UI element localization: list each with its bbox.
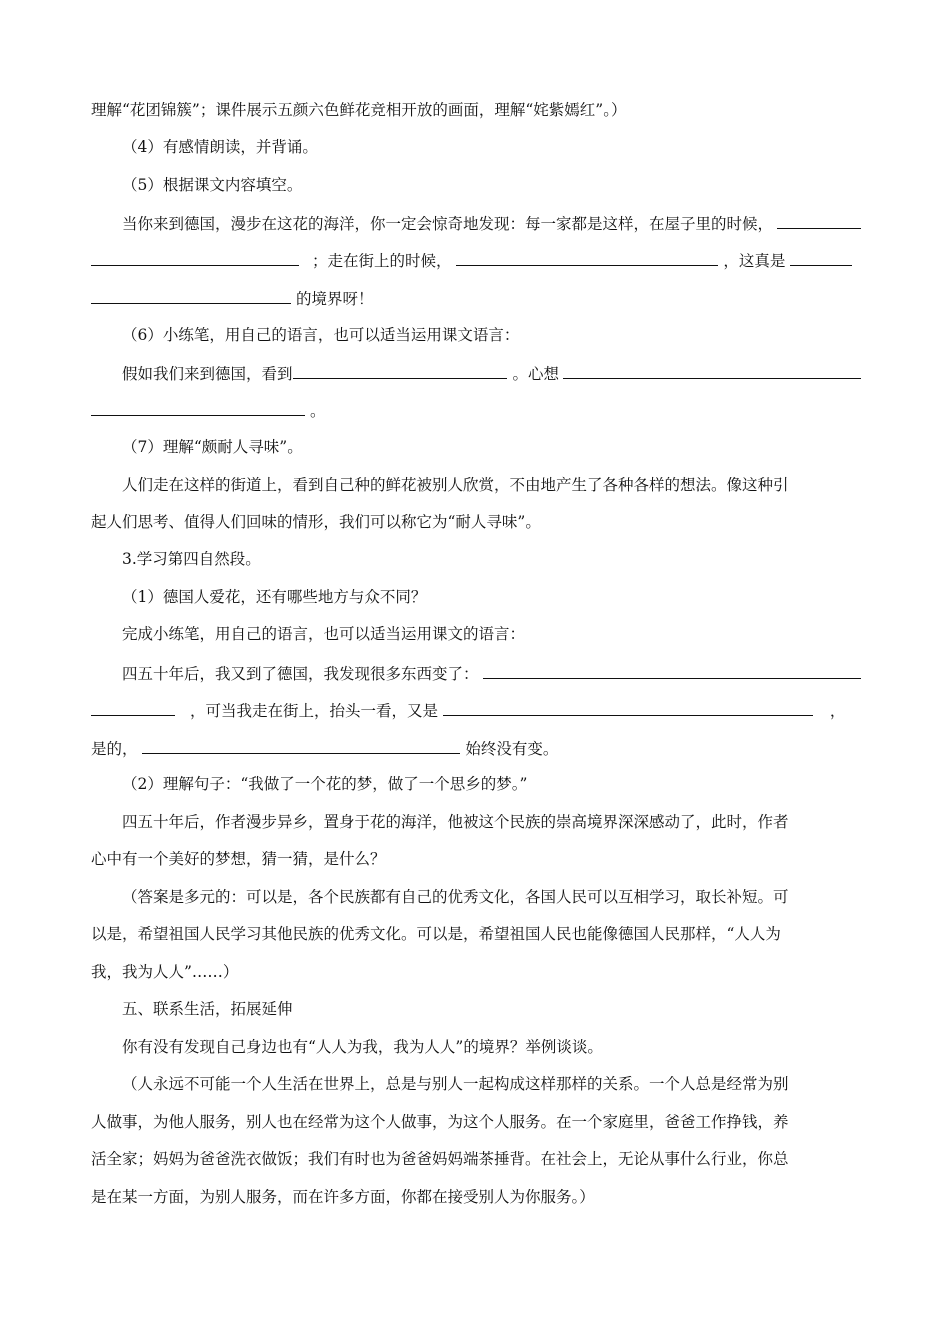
item-heading: （7）理解“颇耐人寻味”。	[122, 438, 303, 456]
fill-blank-line	[91, 286, 861, 308]
answer-blank[interactable]	[790, 248, 852, 266]
paragraph-text: 的境界呀！	[295, 290, 374, 308]
paragraph-line: （答案是多元的：可以是，各个民族都有自己的优秀文化，各国人民可以互相学习，取长补短。可	[122, 888, 789, 906]
answer-blank[interactable]	[91, 248, 299, 266]
answer-blank[interactable]	[293, 361, 507, 379]
item-heading: （2）理解句子：“我做了一个花的梦，做了一个思乡的梦。”	[122, 775, 528, 793]
paragraph-text: 。	[309, 402, 326, 420]
paragraph-line: （人永远不可能一个人生活在世界上，总是与别人一起构成这样那样的关系。一个人总是经常为别	[122, 1075, 789, 1093]
fill-blank-line	[122, 211, 861, 233]
paragraph-text: 假如我们来到德国，看到	[122, 365, 293, 383]
answer-blank[interactable]	[443, 698, 813, 716]
paragraph-line: 是在某一方面，为别人服务，而在许多方面，你都在接受别人为你服务。）	[91, 1188, 595, 1206]
paragraph-line: 理解“花团锦簇”；课件展示五颜六色鲜花竞相开放的画面，理解“姹紫嫣红”。）	[91, 101, 627, 119]
paragraph-text: 是的，	[91, 740, 138, 758]
answer-blank[interactable]	[91, 286, 291, 304]
fill-blank-line	[91, 248, 861, 270]
answer-blank[interactable]	[91, 398, 305, 416]
answer-blank[interactable]	[777, 211, 861, 229]
fill-blank-line	[91, 698, 861, 720]
paragraph-line: 以是，希望祖国人民学习其他民族的优秀文化。可以是，希望祖国人民也能像德国人民那样，“人人为	[91, 925, 781, 943]
fill-blank-line	[91, 398, 861, 420]
section-heading: 3.学习第四自然段。	[122, 550, 261, 568]
item-heading: （1）德国人爱花，还有哪些地方与众不同？	[122, 588, 427, 606]
paragraph-line: 活全家；妈妈为爸爸洗衣做饭；我们有时也为爸爸妈妈端茶捶背。在社会上，无论从事什么行业，你总	[91, 1150, 789, 1168]
paragraph-line: 人做事，为他人服务，别人也在经常为这个人做事，为这个人服务。在一个家庭里，爸爸工作挣钱，养	[91, 1113, 789, 1131]
paragraph-text: 。心想	[512, 365, 560, 383]
answer-blank[interactable]	[91, 698, 175, 716]
answer-blank[interactable]	[563, 361, 861, 379]
paragraph-line: 你有没有发现自己身边也有“人人为我，我为人人”的境界？举例谈谈。	[122, 1038, 603, 1056]
fill-blank-line	[91, 736, 861, 758]
answer-blank[interactable]	[456, 248, 718, 266]
item-heading: （6）小练笔，用自己的语言，也可以适当运用课文语言：	[122, 326, 520, 344]
fill-blank-line	[122, 361, 861, 383]
paragraph-line: 四五十年后，作者漫步异乡，置身于花的海洋，他被这个民族的崇高境界深深感动了，此时，作者	[122, 813, 789, 831]
item-heading: （5）根据课文内容填空。	[122, 176, 303, 194]
paragraph-text: 始终没有变。	[465, 740, 559, 758]
paragraph-text: ，这真是	[723, 252, 786, 270]
paragraph-text: 四五十年后，我又到了德国，我发现很多东西变了：	[122, 665, 479, 683]
paragraph-line: 人们走在这样的街道上，看到自己种的鲜花被别人欣赏，不由地产生了各种各样的想法。像这种引	[122, 476, 789, 494]
answer-blank[interactable]	[142, 736, 460, 754]
paragraph-line: 起人们思考、值得人们回味的情形，我们可以称它为“耐人寻味”。	[91, 513, 541, 531]
paragraph-line: 完成小练笔，用自己的语言，也可以适当运用课文的语言：	[122, 625, 526, 643]
paragraph-text: 当你来到德国，漫步在这花的海洋，你一定会惊奇地发现：每一家都是这样，在屋子里的时候，	[122, 215, 774, 233]
fill-blank-line	[122, 661, 861, 683]
paragraph-text: ，	[829, 702, 846, 720]
paragraph-line: 心中有一个美好的梦想，猜一猜，是什么？	[91, 850, 386, 868]
item-heading: （4）有感情朗读，并背诵。	[122, 138, 318, 156]
paragraph-text: ；走在街上的时候，	[311, 252, 452, 270]
paragraph-line: 我，我为人人”……）	[91, 963, 239, 981]
answer-blank[interactable]	[483, 661, 861, 679]
section-heading: 五、联系生活，拓展延伸	[122, 1000, 293, 1018]
paragraph-text: ，可当我走在街上，抬头一看，又是	[189, 702, 438, 720]
